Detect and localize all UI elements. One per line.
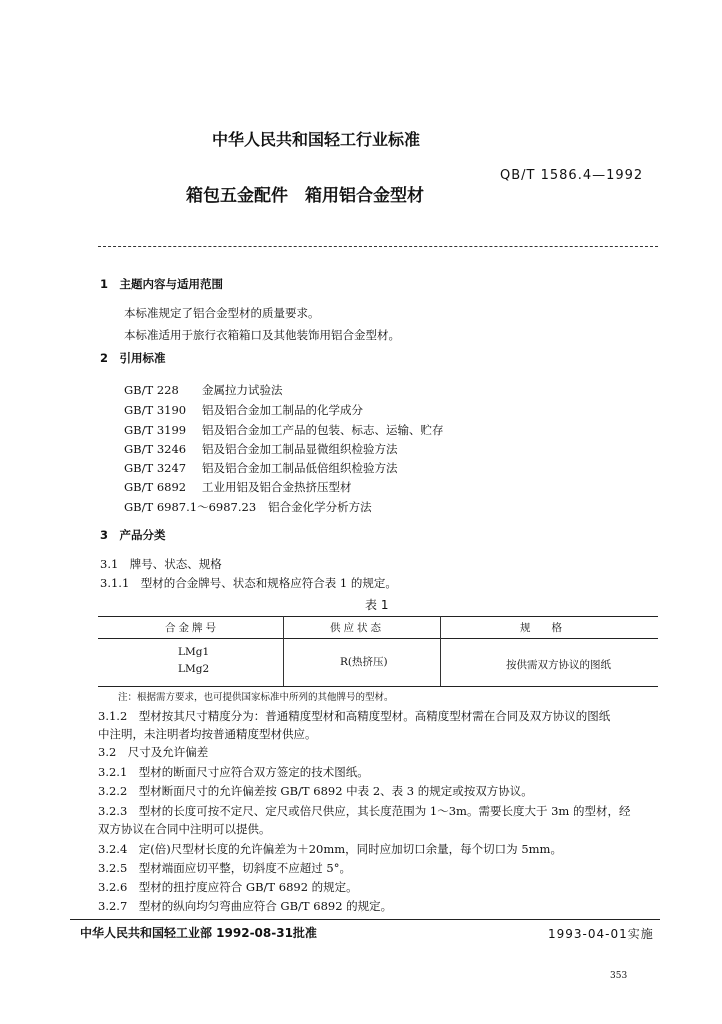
table-top-rule (98, 616, 658, 617)
document-title: 箱包五金配件 箱用铝合金型材 (186, 186, 424, 206)
reference-code: GB/T 228 (124, 383, 179, 397)
footer-rule (70, 919, 660, 920)
clause-3-2-3: 3.2.3 型材的长度可按不定尺、定尺或倍尺供应，其长度范围为 1～3m。需要长度大于 3m 的型材，经 (98, 804, 631, 818)
clause-3-1: 3.1 牌号、状态、规格 (100, 557, 222, 571)
table-cell-alloy: LMg1 (178, 646, 210, 658)
table-bottom-rule (98, 686, 658, 687)
reference-item (124, 382, 283, 398)
reference-title: 金属拉力试验法 (202, 383, 283, 397)
reference-item (124, 402, 363, 418)
industry-standard-heading: 中华人民共和国轻工行业标准 (212, 130, 421, 149)
clause-3-2-3-cont: 双方协议在合同中注明可以提供。 (98, 822, 271, 836)
reference-item (124, 479, 352, 495)
clause-3-2-2: 3.2.2 型材断面尺寸的允许偏差按 GB/T 6892 中表 2、表 3 的规定或按双方协议。 (98, 784, 533, 798)
clause-3-1-1: 3.1.1 型材的合金牌号、状态和规格应符合表 1 的规定。 (100, 576, 397, 590)
table-header-alloy: 合金牌号 (165, 622, 219, 634)
table-cell-state: R(热挤压) (340, 656, 388, 668)
section-1-paragraph-2: 本标准适用于旅行衣箱箱口及其他装饰用铝合金型材。 (124, 328, 400, 342)
title-divider (98, 246, 658, 247)
reference-title: 铝及铝合金加工制品低倍组织检验方法 (202, 461, 398, 475)
reference-item (124, 441, 398, 457)
reference-title: 铝及铝合金加工制品的化学成分 (202, 403, 363, 417)
clause-3-2-4: 3.2.4 定(倍)尺型材长度的允许偏差为＋20mm，同时应加切口余量，每个切口为 5mm。 (98, 842, 562, 856)
table-column-divider (283, 616, 284, 686)
table-header-state: 供应状态 (330, 622, 384, 634)
table-column-divider (440, 616, 441, 686)
reference-title: 铝合金化学分析方法 (268, 500, 372, 514)
clause-3-1-2: 3.1.2 型材按其尺寸精度分为：普通精度型材和高精度型材。高精度型材需在合同及双方协议的图纸 (98, 709, 611, 723)
reference-code: GB/T 3246 (124, 442, 187, 456)
clause-3-2-6: 3.2.6 型材的扭拧度应符合 GB/T 6892 的规定。 (98, 880, 358, 894)
reference-code: GB/T 6892 (124, 480, 187, 494)
reference-code: GB/T 3247 (124, 461, 187, 475)
clause-3-2-7: 3.2.7 型材的纵向均匀弯曲应符合 GB/T 6892 的规定。 (98, 899, 393, 913)
effective-date: 1993-04-01实施 (548, 927, 654, 941)
clause-3-2-1: 3.2.1 型材的断面尺寸应符合双方签定的技术图纸。 (98, 765, 369, 779)
reference-code: GB/T 6987.1～6987.23 (124, 500, 257, 514)
table-caption: 表 1 (365, 598, 389, 612)
approval-line: 中华人民共和国轻工业部 1992-08-31批准 (80, 926, 317, 940)
reference-item (124, 422, 444, 438)
table-cell-spec: 按供需双方协议的图纸 (506, 659, 611, 671)
reference-item (124, 460, 398, 476)
section-3-heading: 3 产品分类 (100, 528, 166, 542)
table-header-rule (98, 638, 658, 639)
section-2-heading: 2 引用标准 (100, 351, 166, 365)
clause-3-2-5: 3.2.5 型材端面应切平整，切斜度不应超过 5°。 (98, 861, 351, 875)
reference-code: GB/T 3190 (124, 403, 187, 417)
reference-title: 铝及铝合金加工产品的包装、标志、运输、贮存 (202, 423, 444, 437)
page-number: 353 (610, 971, 628, 981)
reference-item (124, 499, 372, 515)
clause-3-1-2-cont: 中注明，未注明者均按普通精度型材供应。 (98, 727, 317, 741)
reference-code: GB/T 3199 (124, 423, 187, 437)
table-header-spec: 规 格 (520, 622, 562, 634)
table-cell-alloy: LMg2 (178, 663, 210, 675)
section-1-paragraph-1: 本标准规定了铝合金型材的质量要求。 (124, 306, 320, 320)
table-note: 注：根据需方要求，也可提供国家标准中所列的其他牌号的型材。 (118, 692, 394, 703)
clause-3-2: 3.2 尺寸及允许偏差 (98, 745, 209, 759)
reference-title: 铝及铝合金加工制品显微组织检验方法 (202, 442, 398, 456)
section-1-heading: 1 主题内容与适用范围 (100, 277, 224, 291)
reference-title: 工业用铝及铝合金热挤压型材 (202, 480, 352, 494)
standard-code: QB/T 1586.4—1992 (500, 168, 644, 183)
